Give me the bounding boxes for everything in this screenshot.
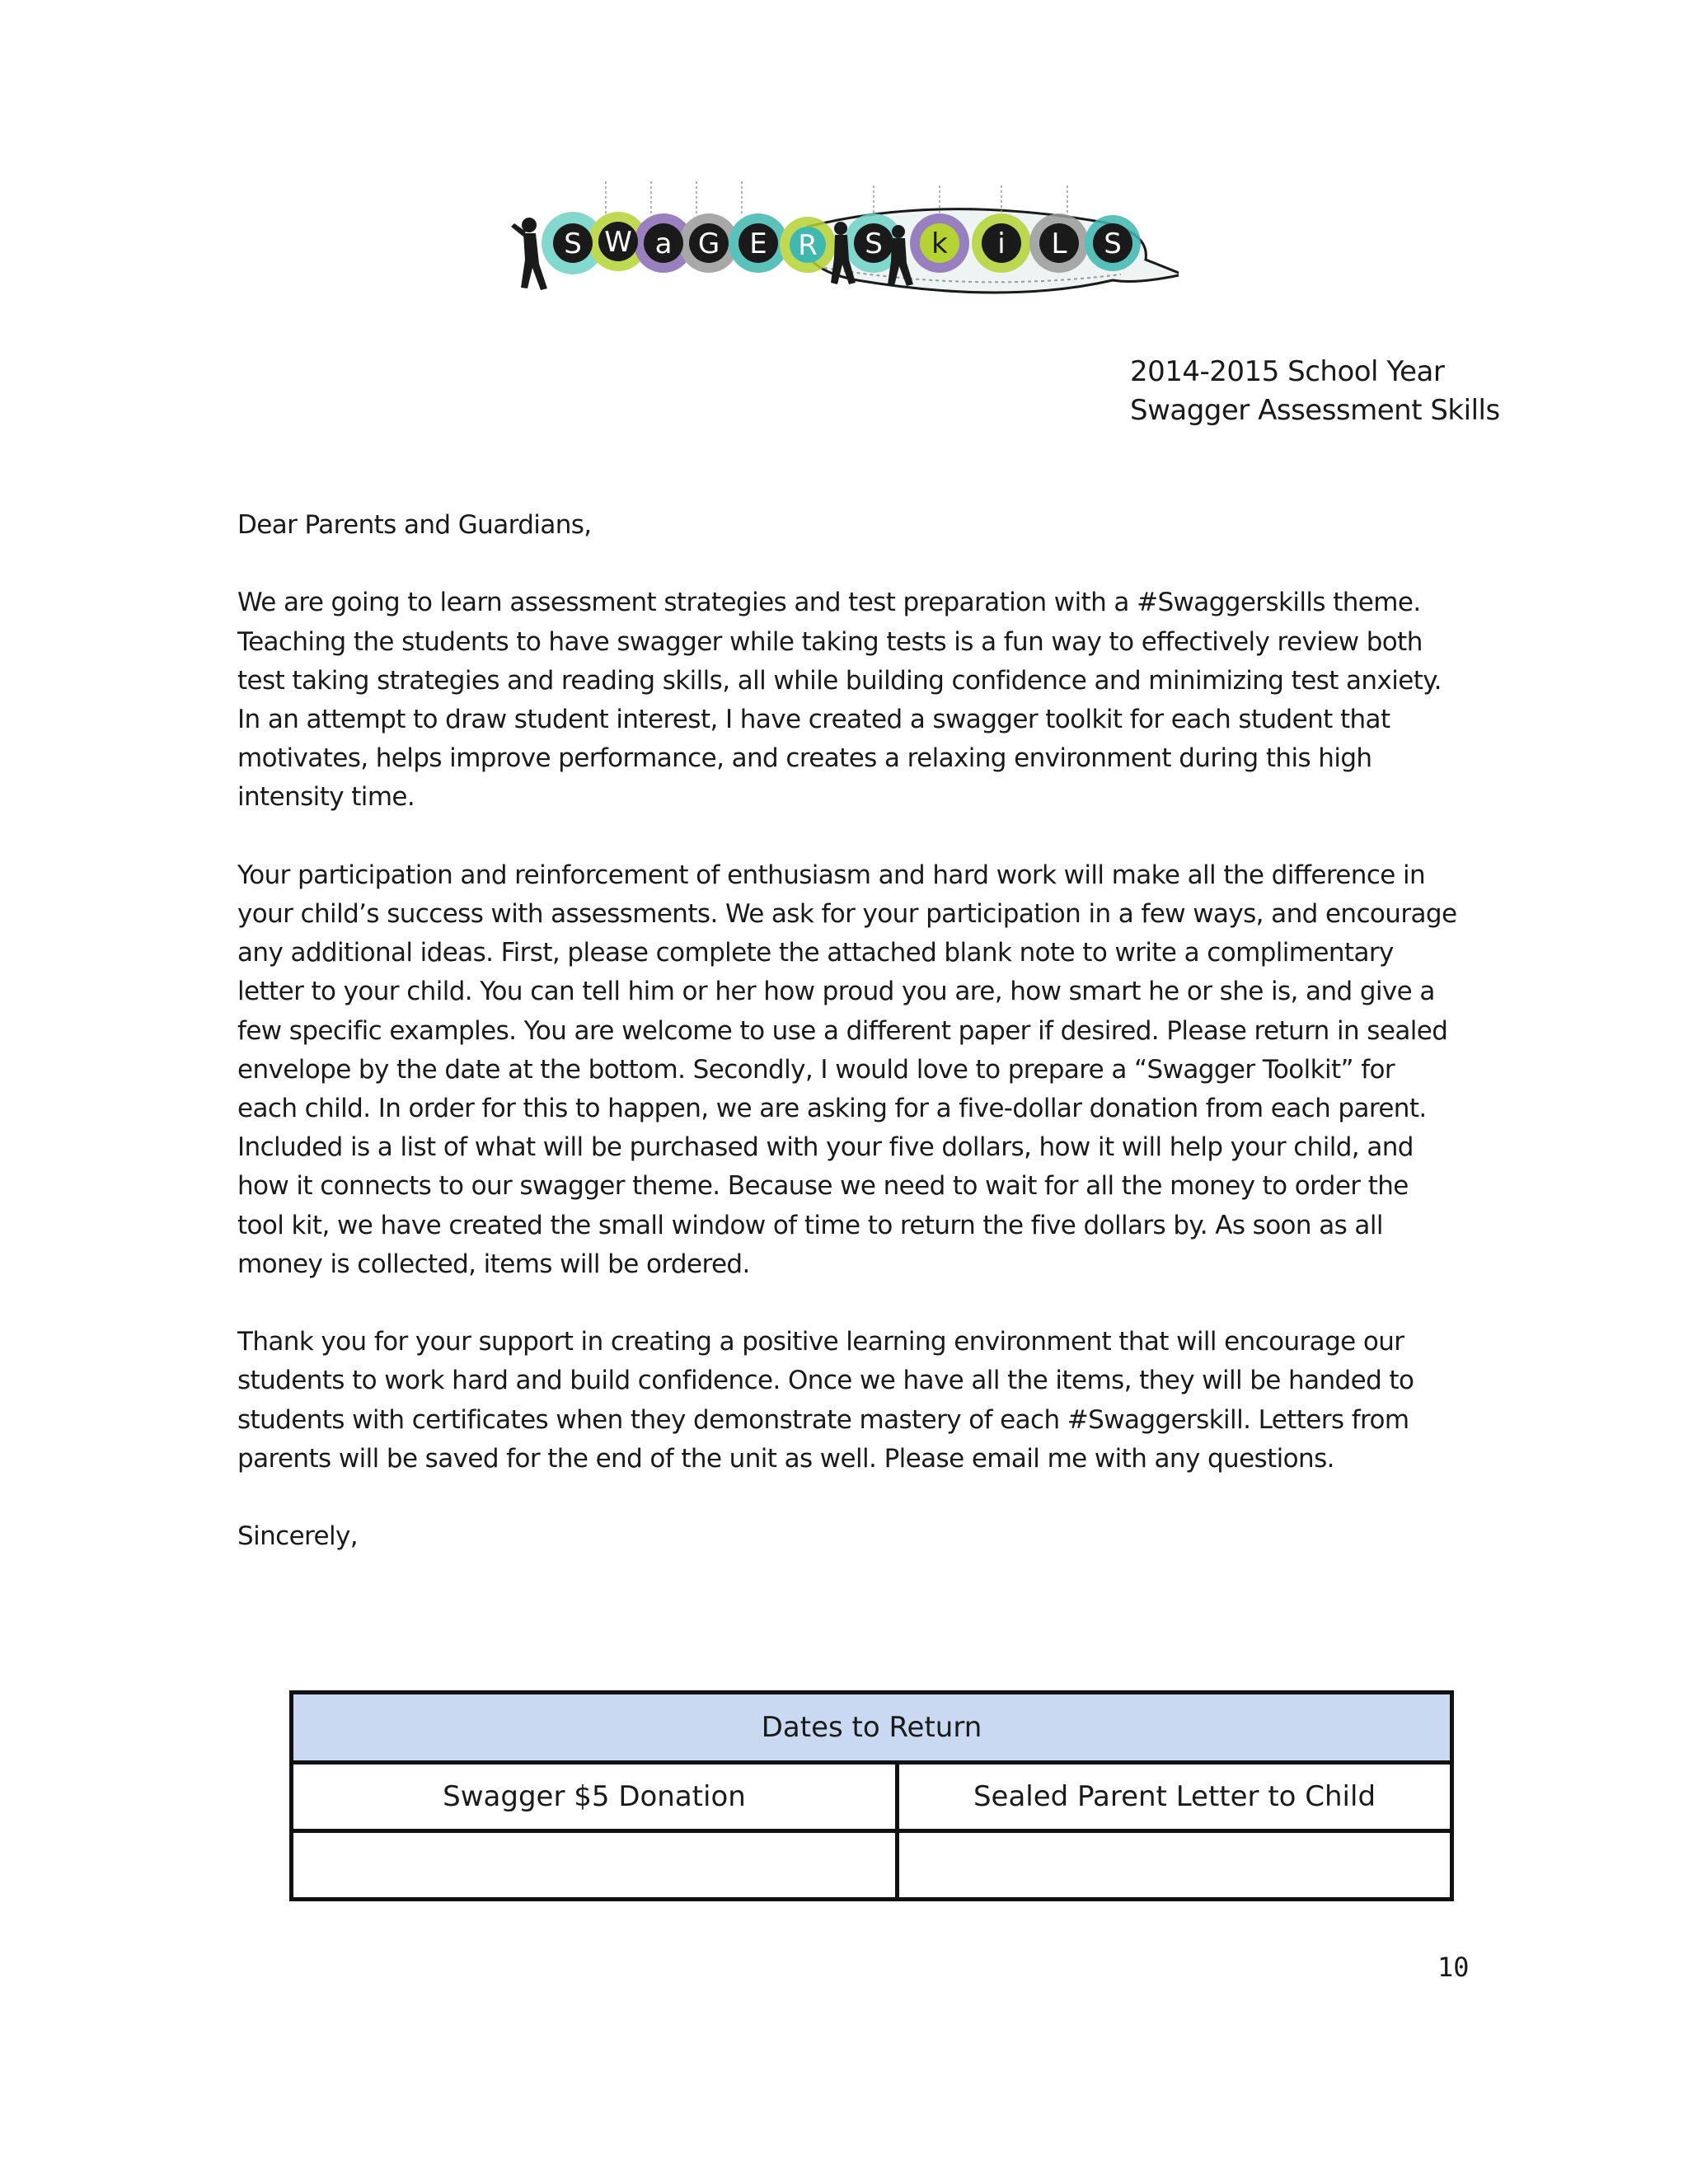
svg-text:a: a <box>654 227 673 260</box>
school-year: 2014-2015 School Year <box>1130 355 1445 388</box>
svg-text:i: i <box>997 227 1006 260</box>
paragraph-thanks: Thank you for your support in creating a positive learning environment that will encourage our students to work hard and build confidence. Once we have all the items, they will be handed to students with certificates when they demonstrate mastery of each #Swaggerskill. Letters from parents will be saved for the end of the unit as well. Please email me with any questions. <box>237 1327 1414 1474</box>
svg-text:L: L <box>1051 227 1067 260</box>
svg-text:S: S <box>865 227 883 260</box>
letter-body <box>237 506 1457 1596</box>
greeting: Dear Parents and Guardians, <box>237 510 592 540</box>
svg-text:S: S <box>564 227 582 260</box>
paragraph-participation: Your participation and reinforcement of enthusiasm and hard work will make all the difference in your child’s success with assessments. We ask for your participation in a few ways, and encourage any additional ideas. First, please complete the attached blank note to write a complimentary letter to your child. You can tell him or her how proud you are, how smart he or she is, and give a few specific examples. You are welcome to use a different paper if desired. Please return in sealed envelope by the date at the bottom. Secondly, I would love to prepare a “Swagger Toolkit” for each child. In order for this to happen, we are asking for a five-dollar donation from each parent. Included is a list of what will be purchased with your five dollars, how it will help your child, and how it connects to our swagger theme. Because we need to wait for all the money to order the tool kit, we have created the small window of time to return the five dollars by. As soon as all money is collected, items will be ordered. <box>237 860 1457 1279</box>
table-row <box>292 1831 1452 1900</box>
closing: Sincerely, <box>237 1521 359 1552</box>
svg-text:G: G <box>697 227 720 260</box>
svg-text:E: E <box>749 227 767 260</box>
table-title-row <box>292 1693 1452 1763</box>
table-title: Dates to Return <box>292 1693 1452 1763</box>
svg-text:W: W <box>604 226 632 259</box>
swagger-skills-logo <box>511 177 1179 309</box>
letter-date-cell <box>898 1831 1452 1900</box>
unit-title: Swagger Assessment Skills <box>1130 394 1500 427</box>
table-header-row <box>292 1763 1452 1831</box>
dates-to-return-table <box>289 1690 1454 1901</box>
letter-header <box>1130 353 1500 430</box>
svg-text:k: k <box>931 227 948 260</box>
paragraph-intro: We are going to learn assessment strategies and test preparation with a #Swaggerskills theme. Teaching the students to have swagger while taking tests is a fun way to effectively review both test taking strategies and reading skills, all while building confidence and minimizing test anxiety. In an attempt to draw student interest, I have created a swagger toolkit for each student that motivates, helps improve performance, and creates a relaxing environment during this high intensity time. <box>237 588 1442 813</box>
donation-column-header: Swagger $5 Donation <box>292 1763 898 1831</box>
svg-text:R: R <box>798 229 818 262</box>
page-number: 10 <box>1437 1952 1470 1983</box>
letter-column-header: Sealed Parent Letter to Child <box>898 1763 1452 1831</box>
donation-date-cell <box>292 1831 898 1900</box>
svg-text:S: S <box>1104 227 1122 260</box>
